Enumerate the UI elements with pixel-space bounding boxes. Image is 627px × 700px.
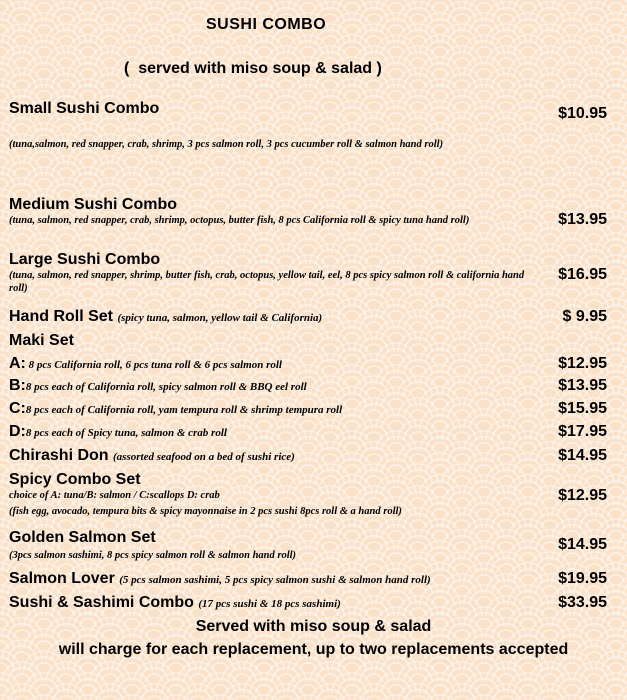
item-price: $10.95	[558, 105, 607, 122]
item-name: C:	[9, 400, 26, 417]
item-description: (17 pcs sushi & 18 pcs sashimi)	[198, 598, 341, 610]
menu-item-chirashi-don	[9, 447, 609, 465]
item-name: Chirashi Don	[9, 447, 109, 464]
item-name: Small Sushi Combo	[9, 100, 160, 117]
item-name: A:	[9, 355, 26, 372]
item-description-extra: (fish egg, avocado, tempura bits & spicy mayonnaise in 2 pcs sushi 8pcs roll & a hand roll)	[9, 506, 402, 517]
menu-title: SUSHI COMBO	[206, 16, 327, 33]
item-name: Golden Salmon Set	[9, 529, 156, 546]
item-description: choice of A: tuna/B: salmon / C:scallops D: crab	[9, 490, 220, 501]
item-price: $ 9.95	[562, 308, 607, 325]
menu-subtitle: ( served with miso soup & salad )	[124, 60, 382, 77]
menu-item-small-sushi-combo	[9, 100, 609, 151]
item-name: D:	[9, 423, 26, 440]
item-price: $16.95	[558, 266, 607, 283]
item-name: Large Sushi Combo	[9, 251, 161, 268]
menu-item-maki-c	[9, 400, 609, 418]
item-price: $13.95	[558, 211, 607, 228]
item-price: $14.95	[558, 536, 607, 553]
menu-item-large-sushi-combo	[9, 251, 609, 295]
item-name: Hand Roll Set	[9, 308, 114, 325]
item-description: 8 pcs each of California roll, spicy salmon roll & BBQ eel roll	[25, 381, 307, 393]
item-description: 8 pcs each of California roll, yam tempura roll & shrimp tempura roll	[25, 404, 343, 416]
item-price: $12.95	[558, 487, 607, 504]
item-description: 8 pcs California roll, 6 pcs tuna roll & 6 pcs salmon roll	[25, 359, 282, 371]
menu-item-salmon-lover	[9, 570, 549, 588]
footer-note: Served with miso soup & salad	[195, 618, 432, 635]
menu-item-maki-b	[9, 377, 609, 395]
item-name: Medium Sushi Combo	[9, 196, 177, 213]
item-price: $14.95	[558, 447, 607, 464]
menu-item-golden-salmon-set	[9, 529, 609, 562]
item-description: (3pcs salmon sashimi, 8 pcs spicy salmon roll & salmon hand roll)	[9, 550, 297, 561]
item-price: $17.95	[558, 423, 607, 440]
item-name: Sushi & Sashimi Combo	[9, 594, 194, 611]
item-price: $15.95	[558, 400, 607, 417]
item-name: Salmon Lover	[9, 570, 115, 587]
item-description: 8 pcs each of Spicy tuna, salmon & crab roll	[25, 427, 227, 439]
item-description: (tuna, salmon, red snapper, crab, shrimp, octopus, butter fish, 8 pcs California roll & spicy tuna hand roll)	[9, 215, 470, 226]
item-price: $33.95	[558, 594, 607, 611]
item-price: $19.95	[558, 570, 607, 587]
item-name: Maki Set	[9, 332, 74, 349]
item-description: (tuna,salmon, red snapper, crab, shrimp, 3 pcs salmon roll, 3 pcs cucumber roll & salmon hand roll)	[9, 139, 444, 150]
menu-item-maki-set	[9, 332, 609, 350]
menu-item-spicy-combo-set	[9, 471, 609, 518]
menu-item-sushi-sashimi-combo	[9, 594, 609, 612]
item-description: (spicy tuna, salmon, yellow tail & California)	[117, 312, 323, 324]
menu-item-hand-roll-set	[9, 308, 609, 326]
item-description: (assorted seafood on a bed of sushi rice)	[113, 451, 295, 463]
menu-item-medium-sushi-combo	[9, 196, 609, 227]
item-description: (tuna, salmon, red snapper, shrimp, butter fish, crab, octopus, yellow tail, eel, 8 pcs spicy salmon roll & california hand roll)	[9, 270, 525, 294]
footer-replacement-policy: will charge for each replacement, up to two replacements accepted	[58, 641, 569, 658]
menu-item-maki-d	[9, 423, 609, 441]
item-description: (5 pcs salmon sashimi, 5 pcs spicy salmon sushi & salmon hand roll)	[119, 574, 431, 586]
item-price: $12.95	[558, 355, 607, 372]
item-price: $13.95	[558, 377, 607, 394]
menu-item-maki-a	[9, 355, 609, 373]
item-name: B:	[9, 377, 26, 394]
item-name: Spicy Combo Set	[9, 471, 141, 488]
